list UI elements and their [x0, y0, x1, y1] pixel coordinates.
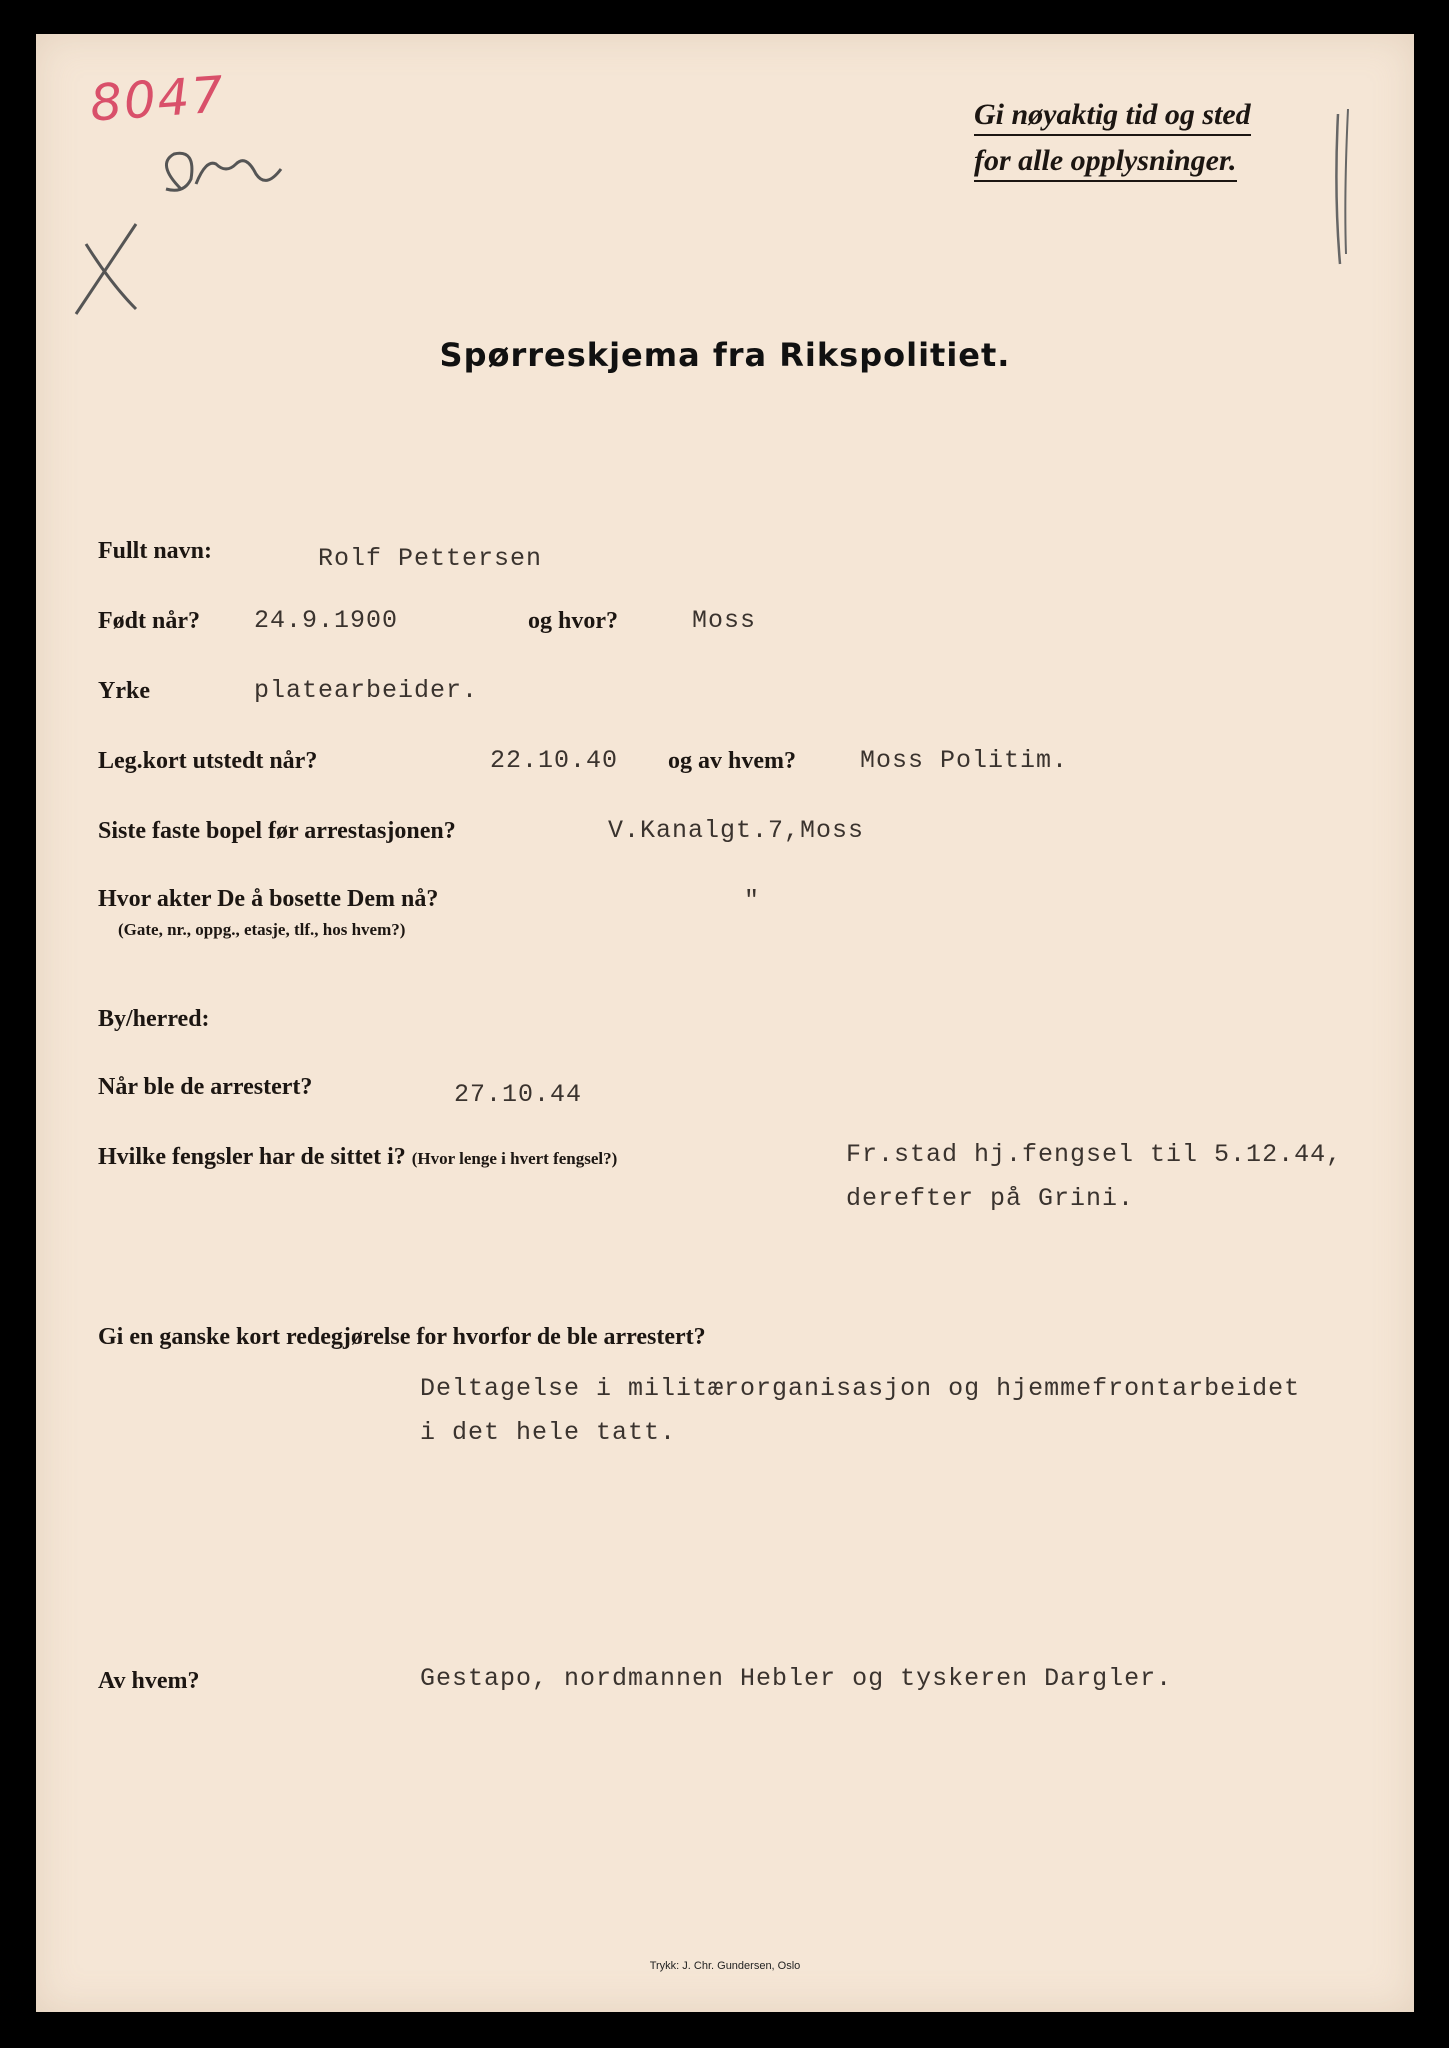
value-new-residence: " — [744, 886, 761, 915]
label-prisons — [98, 1144, 617, 1171]
label-arrested-when: Når ble de arrestert? — [98, 1074, 313, 1100]
value-id-issued-by: Moss Politim. — [860, 746, 1069, 775]
label-new-residence: Hvor akter De å bosette Dem nå? — [98, 886, 439, 912]
notice-line-2: for alle opplysninger. — [974, 144, 1237, 182]
label-prisons-text: Hvilke fengsler har de sittet i? — [98, 1144, 406, 1170]
value-id-issued-when: 22.10.40 — [490, 746, 619, 775]
pencil-marks-icon — [66, 134, 306, 334]
value-prisons-line-1: Fr.stad hj.fengsel til 5.12.44, — [846, 1140, 1343, 1169]
instruction-notice — [974, 98, 1344, 190]
value-last-residence: V.Kanalgt.7,Moss — [608, 816, 865, 845]
value-born-when: 24.9.1900 — [254, 606, 399, 635]
notice-line-1: Gi nøyaktig tid og sted — [974, 98, 1251, 136]
label-id-issued-when: Leg.kort utstedt når? — [98, 748, 318, 774]
value-arrested-when: 27.10.44 — [454, 1080, 583, 1109]
label-born-where: og hvor? — [528, 608, 618, 634]
label-full-name: Fullt navn: — [98, 538, 213, 564]
value-arrested-by: Gestapo, nordmannen Hebler og tyskeren Dargler. — [420, 1664, 1173, 1693]
label-last-residence: Siste faste bopel før arrestasjonen? — [98, 818, 456, 844]
hint-prisons: (Hvor lenge i hvert fengsel?) — [411, 1149, 618, 1168]
value-born-where: Moss — [692, 606, 757, 635]
label-id-issued-by: og av hvem? — [668, 748, 796, 774]
label-occupation: Yrke — [98, 678, 150, 704]
printer-imprint: Trykk: J. Chr. Gundersen, Oslo — [649, 1960, 801, 1972]
value-reason-line-2: i det hele tatt. — [420, 1418, 677, 1447]
label-arrested-by: Av hvem? — [98, 1668, 200, 1694]
document-page — [36, 34, 1414, 2012]
value-prisons-line-2: derefter på Grini. — [846, 1184, 1135, 1213]
label-reason: Gi en ganske kort redegjørelse for hvorfor de ble arrestert? — [98, 1324, 706, 1350]
value-reason-line-1: Deltagelse i militærorganisasjon og hjemmefrontarbeidet — [420, 1374, 1301, 1403]
form-title: Spørreskjema fra Rikspolitiet. — [439, 336, 1011, 374]
label-town: By/herred: — [98, 1006, 210, 1032]
hint-new-residence: (Gate, nr., oppg., etasje, tlf., hos hvem?) — [118, 920, 406, 939]
value-occupation: platearbeider. — [254, 676, 479, 705]
label-born-when: Født når? — [98, 608, 200, 634]
value-full-name: Rolf Pettersen — [318, 544, 543, 573]
archive-number: 8047 — [88, 65, 228, 133]
